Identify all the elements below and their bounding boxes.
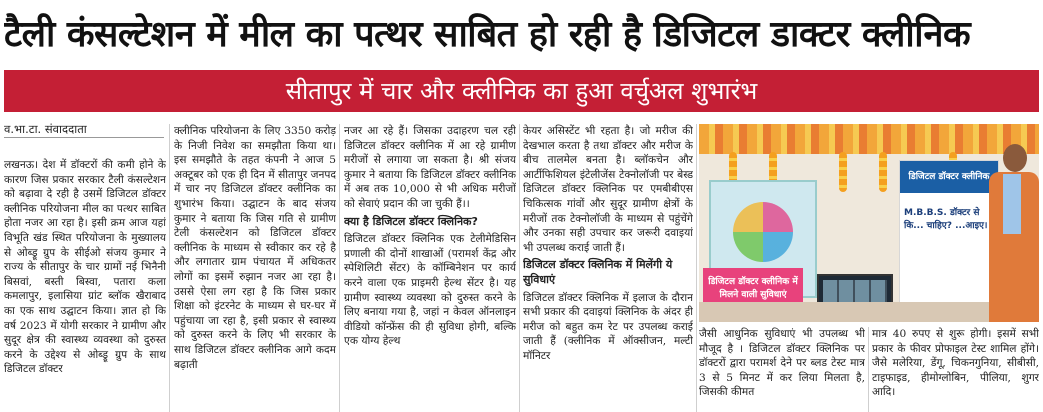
column-2-text: क्लीनिक परियोजना के लिए 3350 करोड़ के निजी निवेश का समझौता किया था। इस समझौते के तहत कंपनी ने आज 5 अक्टूबर को एक ही दिन में सीतापुर जनपद में चार नए डिजिटल डॉक्टर क्लीनिक का शुभारंभ किया। उद्घाटन के बाद संजय कुमार ने बताया कि जिस गति से ग्रामीण टेली कंसल्टेशन को डिजिटल डॉक्टर क्लीनिक के माध्यम से स्वीकार कर रहे है और लगातार ग्राम पंचायत में अधिकतर लोगों का इसमें रुझान नजर आ रहा है। उससे ऐसा लग रहा है कि जिस प्रकार शिक्षा को इंटरनेट के माध्यम से घर-घर में पहुंचाया जा रहा है, इसी प्रकार से स्वास्थ्य को दुरुस्त करने के लिए भी सरकार के साथ डिजिटल डॉक्टर क्लीनिक आगे कदम बढ़ाती	[174, 125, 336, 371]
column-divider	[169, 124, 170, 412]
article-column-1	[4, 158, 166, 412]
subheadline-banner: सीतापुर में चार और क्लीनिक का हुआ वर्चुअल शुभारंभ	[4, 70, 1039, 112]
byline: व.भा.टा. संवाददाता	[4, 122, 87, 136]
column-3-text-a: नजर आ रहे हैं। जिसका उदाहरण चल रही डिजिटल डॉक्टर क्लीनिक में आ रहे ग्रामीण मरीजों से लगाया जा सकता है। श्री संजय कुमार ने बताया कि डिजिटल डॉक्टर क्लीनिक में अब तक 10,000 से भी अधिक मरीजों को सेवाएं प्रदान की जा चुकी हैं।।	[344, 125, 516, 210]
column-5-text: जैसी आधुनिक सुविधाएं भी उपलब्ध भी मौजूद है । डिजिटल डॉक्टर क्लिनिक पर डॉक्टरों द्वारा परामर्श देने पर ब्लड टेस्ट मात्र 3 से 5 मिनट में कर लिया मिलता है, जिसकी कीमत	[699, 328, 865, 399]
article-column-4	[523, 124, 693, 412]
column-1-text: लखनऊ। देश में डॉक्टरों की कमी होने के कारण जिस प्रकार सरकार टैली कंसल्टेशन को बढ़ावा दे रही है उसमें डिजिटल डॉक्टर क्लीनिक परियोजना मील का पत्थर साबित होता नजर आ रहा है। इसी क्रम आज यहां विभूति खंड स्थित परियोजना के मुख्यालय से ओब्ड्रू ग्रुप के सीईओ संजय कुमार ने राज्य के सीतापुर के चार ग्रामों नई भिनैनी बिसवां, बस्ती बिस्वा, पतारा कला कमलापुर, इलासिया ग्रांट ब्लॉक खैराबाद का एक साथ उद्घाटन किया। ज्ञात हो कि वर्ष 2023 में योगी सरकार ने ग्रामीण और सुदूर क्षेत्र की स्वास्थ्य व्यवस्था को दुरुस्त करने के उद्देश्य से ओब्ड्रू ग्रुप के साथ डिजिटल डॉक्टर	[4, 159, 166, 376]
column-divider	[696, 124, 697, 412]
article-column-5	[699, 327, 865, 412]
facilities-panel: डिजिटल डॉक्टर क्लीनिक में मिलने वाली सुविधाएं	[703, 268, 803, 318]
clinic-logo-icon	[733, 202, 793, 262]
article-column-6	[872, 327, 1039, 412]
column-divider	[339, 124, 340, 412]
column-6-text: मात्र 40 रुपए से शुरू होगी। इसमें सभी प्रकार के फीवर प्रोफाइल टेस्ट शामिल होंगे। जैसे मलेरिया, डेंगू, चिकनगुनिया, सीबीसी, टाइफाइड, हीमोग्लोबिन, पीलिया, शुगर आदि।	[872, 328, 1039, 399]
presenter-head	[1003, 144, 1027, 172]
garland-strand	[879, 152, 887, 192]
presenter-figure	[981, 144, 1039, 322]
article-column-2	[174, 124, 336, 412]
column-divider	[868, 327, 869, 412]
headline: टैली कंसल्टेशन में मील का पत्थर साबित हो रही है डिजिटल डाक्टर क्लीनिक	[4, 14, 971, 55]
column-4-text-b: डिजिटल डॉक्टर क्लिनिक में इलाज के दौरान सभी प्रकार की दवाइयां क्लिनिक के अंदर ही मरीज को बहुत कम रेट पर उपलब्ध कराई जाती हैं (क्लीनिक में ऑक्सीजन, मल्टी मॉनिटर	[523, 291, 693, 362]
column-4-text-a: केयर असिस्टेंट भी रहता है। जो मरीज की देखभाल करता है तथा डॉक्टर और मरीज के बीच तालमेल बनता है। ब्लॉकचेन और आर्टीफिशियल इंटेलीजेंस टेक्नोलॉजी पर बेस्ड डिजिटल डॉक्टर क्लिनिक पर एमबीबीएस चिकित्सक गांवों और सुदूर ग्रामीण क्षेत्रों के मरीजों तक टेक्नोलॉजी के माध्यम से पहुंचेंगे और उनका सही उपचार कर जरूरी दवाइयां भी उपलब्ध कराई जाती हैं।	[523, 125, 693, 254]
subheading-what-is-clinic: क्या है डिजिटल डॉक्टर क्लिनिक?	[344, 214, 478, 228]
presenter-shirt	[1003, 174, 1021, 234]
garland-strand	[839, 152, 847, 192]
article-column-3	[344, 124, 516, 412]
byline-rule	[4, 137, 164, 138]
column-divider	[519, 124, 520, 412]
column-3-text-b: डिजिटल डॉक्टर क्लिनिक एक टेलीमेडिसिन प्रणाली की दोनों शाखाओं (परामर्श केंद्र और स्पेशिलिटी सेंटर) के कॉम्बिनेशन पर कार्य करने वाला एक प्राइमरी हेल्थ सेंटर है। यह ग्रामीण स्वास्थ्य व्यवस्था को दुरुस्त करने के लिए बनाया गया है, जहां न केवल ऑनलाइन वीडियो कॉन्फ्रेंस की ही सुविधा होगी, बल्कि एक योग्य हेल्थ	[344, 233, 516, 348]
banner-text: M.B.B.S. डॉक्टर से कि... चाहिए? ...आइए।	[904, 208, 988, 231]
news-photo	[699, 124, 1039, 322]
banner-title: डिजिटल डॉक्टर क्लीनिक	[900, 161, 998, 193]
subheading-facilities: डिजिटल डॉक्टर क्लिनिक में मिलेंगी ये सुविधाएं	[523, 258, 673, 286]
